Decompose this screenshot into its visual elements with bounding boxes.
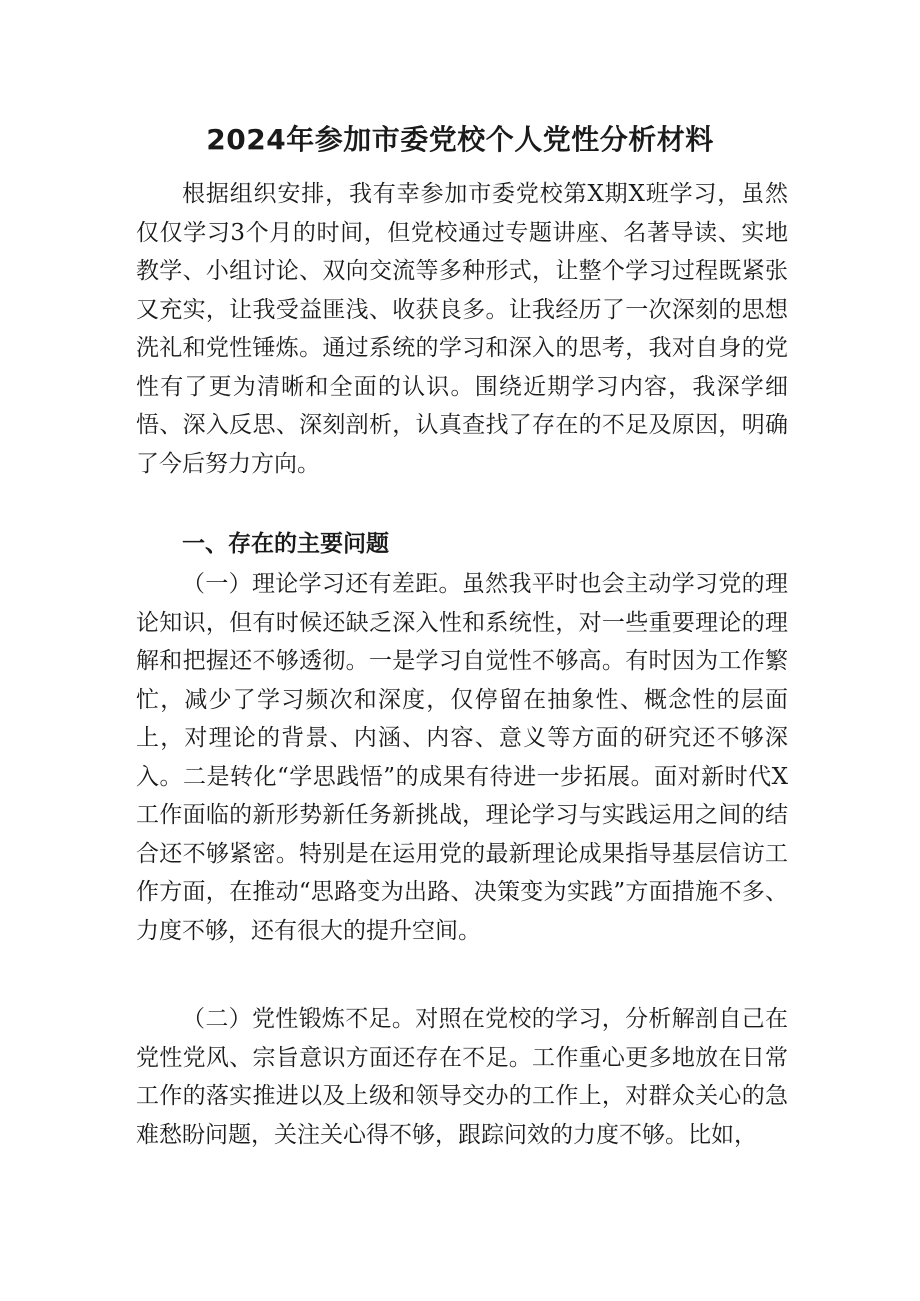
section-heading-problems: 一、存在的主要问题 <box>182 531 389 557</box>
intro-paragraph: 根据组织安排，我有幸参加市委党校第X期X班学习，虽然仅仅学习3个月的时间，但党校通过专题讲座、名著导读、实地教学、小组讨论、双向交流等多种形式，让整个学习过程既紧张又充实，让我受益匪浅、收获良多。让我经历了一次深刻的思想洗礼和党性锤炼。通过系统的学习和深入的思考，我对自身的党性有了更为清晰和全面的认识。围绕近期学习内容，我深学细悟、深入反思、深刻剖析，认真查找了存在的不足及原因，明确了今后努力方向。 <box>136 181 788 477</box>
document-title: 2024年参加市委党校个人党性分析材料 <box>206 123 714 156</box>
paragraph-theory-study: （一）理论学习还有差距。虽然我平时也会主动学习党的理论知识，但有时候还缺乏深入性和系统性，对一些重要理论的理解和把握还不够透彻。一是学习自觉性不够高。有时因为工作繁忙，减少了学习频次和深度，仅停留在抽象性、概念性的层面上，对理论的背景、内涵、内容、意义等方面的研究还不够深入。二是转化“学思践悟”的成果有待进一步拓展。面对新时代X工作面临的新形势新任务新挑战，理论学习与实践运用之间的结合还不够紧密。特别是在运用党的最新理论成果指导基层信访工作方面，在推动“思路变为出路、决策变为实践”方面措施不多、力度不够，还有很大的提升空间。 <box>136 571 788 944</box>
paragraph-party-spirit: （二）党性锻炼不足。对照在党校的学习，分析解剖自己在党性党风、宗旨意识方面还存在不足。工作重心更多地放在日常工作的落实推进以及上级和领导交办的工作上，对群众关心的急难愁盼问题，关注关心得不够，跟踪问效的力度不够。比如， <box>136 1006 788 1148</box>
